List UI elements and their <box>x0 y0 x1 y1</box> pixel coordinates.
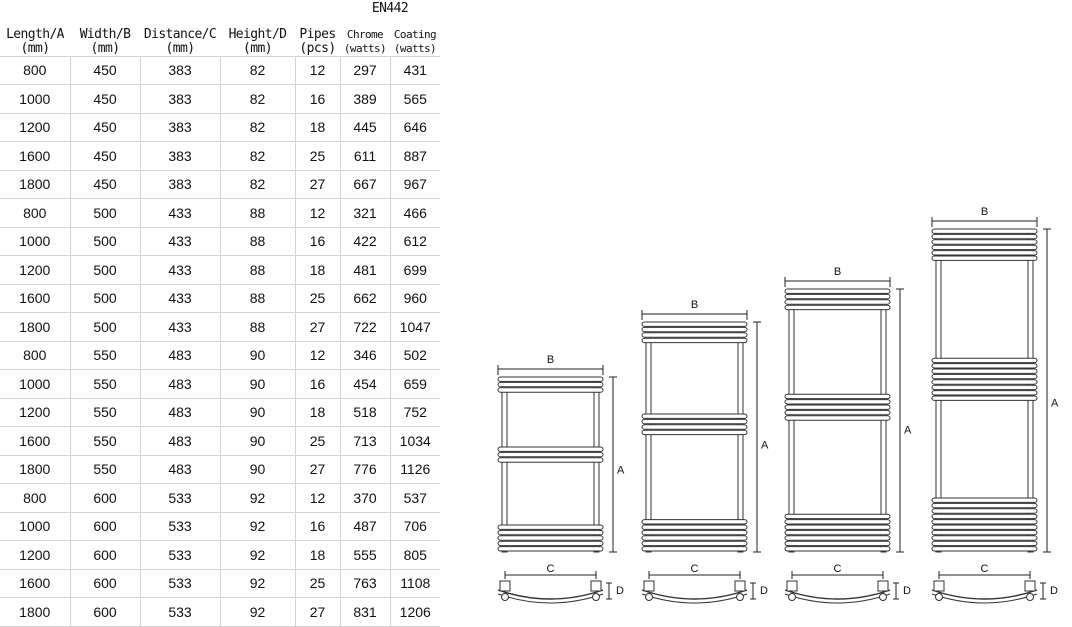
heating-bar <box>932 509 1037 513</box>
cell-chrome: 321 <box>340 199 390 228</box>
cell-length: 1200 <box>0 256 70 285</box>
valve-circle <box>880 594 887 601</box>
cell-length: 1000 <box>0 227 70 256</box>
cell-chrome: 422 <box>340 227 390 256</box>
cell-width: 500 <box>70 284 140 313</box>
distance-label-c: C <box>690 563 699 575</box>
cell-pipes: 27 <box>295 598 340 627</box>
cell-coating: 646 <box>390 113 440 142</box>
header-coating-title: Coating <box>393 27 437 41</box>
cell-coating: 960 <box>390 284 440 313</box>
cell-height: 82 <box>220 170 295 199</box>
table-row <box>0 199 440 228</box>
valve-block <box>735 581 745 591</box>
cell-width: 550 <box>70 370 140 399</box>
cell-width: 450 <box>70 56 140 85</box>
depth-label-d: D <box>760 585 768 597</box>
valve-circle <box>593 594 600 601</box>
cell-pipes: 18 <box>295 541 340 570</box>
cell-chrome: 454 <box>340 370 390 399</box>
heating-bar <box>498 530 603 534</box>
bottom-view-curve <box>642 590 747 599</box>
cell-width: 500 <box>70 227 140 256</box>
valve-block <box>644 581 654 591</box>
cell-distance: 433 <box>140 313 220 342</box>
header-chrome <box>340 16 390 56</box>
cell-pipes: 25 <box>295 284 340 313</box>
cell-length: 1600 <box>0 569 70 598</box>
standard-label: EN442 <box>371 1 409 16</box>
bottom-view-curve <box>498 590 603 599</box>
cell-height: 82 <box>220 142 295 171</box>
valve-circle <box>737 594 744 601</box>
heating-bar <box>642 530 747 534</box>
heating-bar <box>932 240 1037 244</box>
cell-width: 500 <box>70 199 140 228</box>
radiator-drawings <box>485 195 1072 625</box>
heating-bar <box>932 541 1037 545</box>
heating-bar <box>642 414 747 418</box>
heating-bar <box>785 547 890 551</box>
heating-bar <box>785 394 890 398</box>
cell-chrome: 445 <box>340 113 390 142</box>
heating-bar <box>498 536 603 540</box>
cell-pipes: 18 <box>295 256 340 285</box>
depth-label-d: D <box>616 585 624 597</box>
cell-distance: 483 <box>140 341 220 370</box>
table-row <box>0 398 440 427</box>
cell-pipes: 27 <box>295 313 340 342</box>
width-label-b: B <box>980 206 989 218</box>
cell-distance: 533 <box>140 541 220 570</box>
header-distance <box>140 16 220 56</box>
cell-length: 1800 <box>0 313 70 342</box>
heating-bar <box>932 229 1037 233</box>
cell-coating: 565 <box>390 85 440 114</box>
header-width-unit: (mm) <box>90 40 120 56</box>
cell-length: 800 <box>0 341 70 370</box>
heating-bar <box>498 447 603 451</box>
heating-bar <box>642 419 747 423</box>
table-row <box>0 512 440 541</box>
heating-bar <box>785 416 890 420</box>
cell-pipes: 16 <box>295 370 340 399</box>
header-width <box>70 16 140 56</box>
heating-bar <box>932 391 1037 395</box>
cell-distance: 533 <box>140 569 220 598</box>
heating-bar <box>785 525 890 529</box>
table-row <box>0 170 440 199</box>
heating-bar <box>932 364 1037 368</box>
length-label-a: A <box>761 439 769 452</box>
cell-length: 1000 <box>0 85 70 114</box>
cell-height: 88 <box>220 284 295 313</box>
cell-chrome: 518 <box>340 398 390 427</box>
heating-bar <box>642 525 747 529</box>
distance-label-c: C <box>546 563 555 575</box>
header-coating-unit: (watts) <box>393 41 437 55</box>
cell-height: 90 <box>220 341 295 370</box>
heating-bar <box>498 525 603 529</box>
header-chrome-unit: (watts) <box>343 41 387 55</box>
cell-distance: 383 <box>140 142 220 171</box>
heating-bar <box>785 530 890 534</box>
cell-height: 92 <box>220 598 295 627</box>
cell-pipes: 12 <box>295 484 340 513</box>
header-height-title: Height/D <box>228 26 287 42</box>
cell-coating: 1206 <box>390 598 440 627</box>
distance-label-c: C <box>980 563 989 575</box>
heating-bar <box>932 530 1037 534</box>
heating-bar <box>642 430 747 434</box>
heating-bar <box>498 377 603 381</box>
heating-bar <box>932 536 1037 540</box>
heating-bar <box>932 380 1037 384</box>
length-label-a: A <box>1051 397 1059 410</box>
cell-chrome: 487 <box>340 512 390 541</box>
cell-distance: 433 <box>140 284 220 313</box>
heating-bar <box>932 234 1037 238</box>
valve-circle <box>502 594 509 601</box>
right-rail <box>738 322 743 552</box>
cell-chrome: 776 <box>340 455 390 484</box>
heating-bar <box>785 541 890 545</box>
cell-distance: 533 <box>140 512 220 541</box>
table-row <box>0 85 440 114</box>
cell-length: 800 <box>0 199 70 228</box>
cell-length: 1600 <box>0 427 70 456</box>
heating-bar <box>932 525 1037 529</box>
cell-coating: 466 <box>390 199 440 228</box>
heating-bar <box>785 520 890 524</box>
heating-bar <box>642 547 747 551</box>
cell-coating: 706 <box>390 512 440 541</box>
cell-height: 88 <box>220 227 295 256</box>
valve-block <box>1025 581 1035 591</box>
cell-length: 1800 <box>0 170 70 199</box>
heating-bar <box>785 536 890 540</box>
cell-coating: 502 <box>390 341 440 370</box>
cell-distance: 483 <box>140 427 220 456</box>
bottom-view-curve <box>785 590 890 599</box>
spec-table-body <box>0 56 440 626</box>
heating-bar <box>642 327 747 331</box>
depth-label-d: D <box>903 585 911 597</box>
cell-coating: 752 <box>390 398 440 427</box>
width-label-b: B <box>833 266 842 278</box>
heating-bar <box>498 452 603 456</box>
cell-pipes: 18 <box>295 113 340 142</box>
header-width-title: Width/B <box>79 26 131 42</box>
table-row <box>0 541 440 570</box>
cell-width: 550 <box>70 455 140 484</box>
cell-height: 92 <box>220 484 295 513</box>
cell-coating: 1047 <box>390 313 440 342</box>
cell-distance: 433 <box>140 256 220 285</box>
cell-width: 600 <box>70 484 140 513</box>
table-row <box>0 56 440 85</box>
cell-coating: 612 <box>390 227 440 256</box>
cell-height: 92 <box>220 512 295 541</box>
cell-length: 1200 <box>0 398 70 427</box>
cell-height: 82 <box>220 85 295 114</box>
heating-bar <box>785 289 890 293</box>
valve-circle <box>1027 594 1034 601</box>
heating-bar <box>498 547 603 551</box>
header-distance-title: Distance/C <box>143 26 217 42</box>
valve-block <box>500 581 510 591</box>
valve-block <box>591 581 601 591</box>
heating-bar <box>498 382 603 386</box>
heating-bar <box>785 300 890 304</box>
heating-bar <box>932 374 1037 378</box>
heating-bar <box>932 396 1037 400</box>
cell-width: 450 <box>70 85 140 114</box>
cell-length: 800 <box>0 484 70 513</box>
cell-chrome: 662 <box>340 284 390 313</box>
width-label-b: B <box>690 299 699 311</box>
cell-width: 600 <box>70 598 140 627</box>
cell-distance: 383 <box>140 56 220 85</box>
cell-chrome: 297 <box>340 56 390 85</box>
cell-height: 88 <box>220 199 295 228</box>
cell-chrome: 389 <box>340 85 390 114</box>
cell-coating: 1108 <box>390 569 440 598</box>
table-row <box>0 227 440 256</box>
cell-height: 90 <box>220 370 295 399</box>
cell-width: 450 <box>70 170 140 199</box>
heating-bar <box>498 388 603 392</box>
cell-distance: 533 <box>140 484 220 513</box>
depth-label-d: D <box>1050 585 1058 597</box>
cell-height: 90 <box>220 455 295 484</box>
cell-pipes: 25 <box>295 142 340 171</box>
cell-width: 550 <box>70 341 140 370</box>
cell-width: 500 <box>70 256 140 285</box>
heating-bar <box>932 514 1037 518</box>
distance-label-c: C <box>833 563 842 575</box>
heating-bar <box>932 358 1037 362</box>
header-length-title: Length/A <box>6 26 64 42</box>
heating-bar <box>932 498 1037 502</box>
heating-bar <box>498 541 603 545</box>
cell-distance: 383 <box>140 113 220 142</box>
heating-bar <box>785 400 890 404</box>
heating-bar <box>498 458 603 462</box>
valve-circle <box>789 594 796 601</box>
cell-width: 500 <box>70 313 140 342</box>
cell-chrome: 555 <box>340 541 390 570</box>
heating-bar <box>932 245 1037 249</box>
cell-distance: 483 <box>140 398 220 427</box>
table-row <box>0 370 440 399</box>
left-rail <box>646 322 651 552</box>
cell-pipes: 25 <box>295 569 340 598</box>
cell-coating: 431 <box>390 56 440 85</box>
cell-chrome: 831 <box>340 598 390 627</box>
cell-width: 550 <box>70 398 140 427</box>
heating-bar <box>932 503 1037 507</box>
cell-chrome: 611 <box>340 142 390 171</box>
cell-distance: 533 <box>140 598 220 627</box>
valve-circle <box>646 594 653 601</box>
cell-width: 600 <box>70 512 140 541</box>
cell-distance: 483 <box>140 370 220 399</box>
heating-bar <box>642 536 747 540</box>
cell-length: 1000 <box>0 370 70 399</box>
cell-height: 88 <box>220 313 295 342</box>
heating-bar <box>642 520 747 524</box>
heating-bar <box>932 385 1037 389</box>
header-height <box>220 16 295 56</box>
spec-table <box>0 0 440 627</box>
cell-pipes: 16 <box>295 85 340 114</box>
cell-coating: 805 <box>390 541 440 570</box>
cell-coating: 1126 <box>390 455 440 484</box>
cell-pipes: 18 <box>295 398 340 427</box>
cell-length: 1000 <box>0 512 70 541</box>
heating-bar <box>785 294 890 298</box>
cell-distance: 433 <box>140 227 220 256</box>
cell-distance: 433 <box>140 199 220 228</box>
heating-bar <box>932 256 1037 260</box>
cell-width: 550 <box>70 427 140 456</box>
cell-chrome: 481 <box>340 256 390 285</box>
table-row <box>0 256 440 285</box>
header-length <box>0 16 70 56</box>
table-row <box>0 569 440 598</box>
heating-bar <box>932 547 1037 551</box>
heating-bar <box>932 520 1037 524</box>
cell-chrome: 667 <box>340 170 390 199</box>
valve-block <box>787 581 797 591</box>
cell-coating: 967 <box>390 170 440 199</box>
cell-chrome: 722 <box>340 313 390 342</box>
table-row <box>0 455 440 484</box>
cell-width: 450 <box>70 113 140 142</box>
cell-coating: 699 <box>390 256 440 285</box>
cell-distance: 383 <box>140 170 220 199</box>
valve-block <box>878 581 888 591</box>
table-row <box>0 427 440 456</box>
heating-bar <box>642 338 747 342</box>
cell-length: 1200 <box>0 541 70 570</box>
cell-pipes: 27 <box>295 455 340 484</box>
cell-pipes: 12 <box>295 56 340 85</box>
header-pipes-title: Pipes <box>299 26 336 42</box>
table-row <box>0 142 440 171</box>
cell-length: 1600 <box>0 284 70 313</box>
header-pipes-unit: (pcs) <box>299 40 336 56</box>
cell-pipes: 27 <box>295 170 340 199</box>
cell-pipes: 25 <box>295 427 340 456</box>
cell-height: 82 <box>220 56 295 85</box>
cell-length: 1800 <box>0 598 70 627</box>
table-row <box>0 284 440 313</box>
cell-coating: 537 <box>390 484 440 513</box>
heating-bar <box>932 251 1037 255</box>
length-label-a: A <box>617 464 625 477</box>
cell-height: 88 <box>220 256 295 285</box>
cell-length: 1600 <box>0 142 70 171</box>
heating-bar <box>642 425 747 429</box>
cell-pipes: 12 <box>295 199 340 228</box>
valve-block <box>934 581 944 591</box>
heating-bar <box>785 514 890 518</box>
table-row <box>0 313 440 342</box>
cell-distance: 383 <box>140 85 220 114</box>
cell-width: 450 <box>70 142 140 171</box>
cell-chrome: 713 <box>340 427 390 456</box>
header-pipes <box>295 16 340 56</box>
cell-height: 82 <box>220 113 295 142</box>
cell-pipes: 16 <box>295 512 340 541</box>
cell-coating: 1034 <box>390 427 440 456</box>
cell-height: 92 <box>220 569 295 598</box>
heating-bar <box>642 333 747 337</box>
heating-bar <box>785 405 890 409</box>
header-coating <box>390 16 440 56</box>
cell-chrome: 370 <box>340 484 390 513</box>
cell-chrome: 763 <box>340 569 390 598</box>
cell-pipes: 16 <box>295 227 340 256</box>
cell-distance: 483 <box>140 455 220 484</box>
table-row <box>0 484 440 513</box>
table-row <box>0 341 440 370</box>
cell-length: 800 <box>0 56 70 85</box>
table-row <box>0 598 440 627</box>
cell-width: 600 <box>70 569 140 598</box>
cell-length: 1200 <box>0 113 70 142</box>
valve-circle <box>936 594 943 601</box>
heating-bar <box>932 369 1037 373</box>
cell-length: 1800 <box>0 455 70 484</box>
width-label-b: B <box>546 354 555 366</box>
heating-bar <box>785 305 890 309</box>
cell-coating: 887 <box>390 142 440 171</box>
cell-height: 90 <box>220 427 295 456</box>
cell-height: 90 <box>220 398 295 427</box>
header-chrome-title: Chrome <box>346 27 384 41</box>
cell-coating: 659 <box>390 370 440 399</box>
cell-chrome: 346 <box>340 341 390 370</box>
cell-pipes: 12 <box>295 341 340 370</box>
header-distance-unit: (mm) <box>165 40 195 56</box>
cell-width: 600 <box>70 541 140 570</box>
table-row <box>0 113 440 142</box>
header-height-unit: (mm) <box>243 40 272 56</box>
heating-bar <box>642 322 747 326</box>
bottom-view-curve <box>932 590 1037 599</box>
heating-bar <box>642 541 747 545</box>
header-length-unit: (mm) <box>20 40 50 56</box>
heating-bar <box>785 410 890 414</box>
cell-height: 92 <box>220 541 295 570</box>
length-label-a: A <box>904 424 912 437</box>
